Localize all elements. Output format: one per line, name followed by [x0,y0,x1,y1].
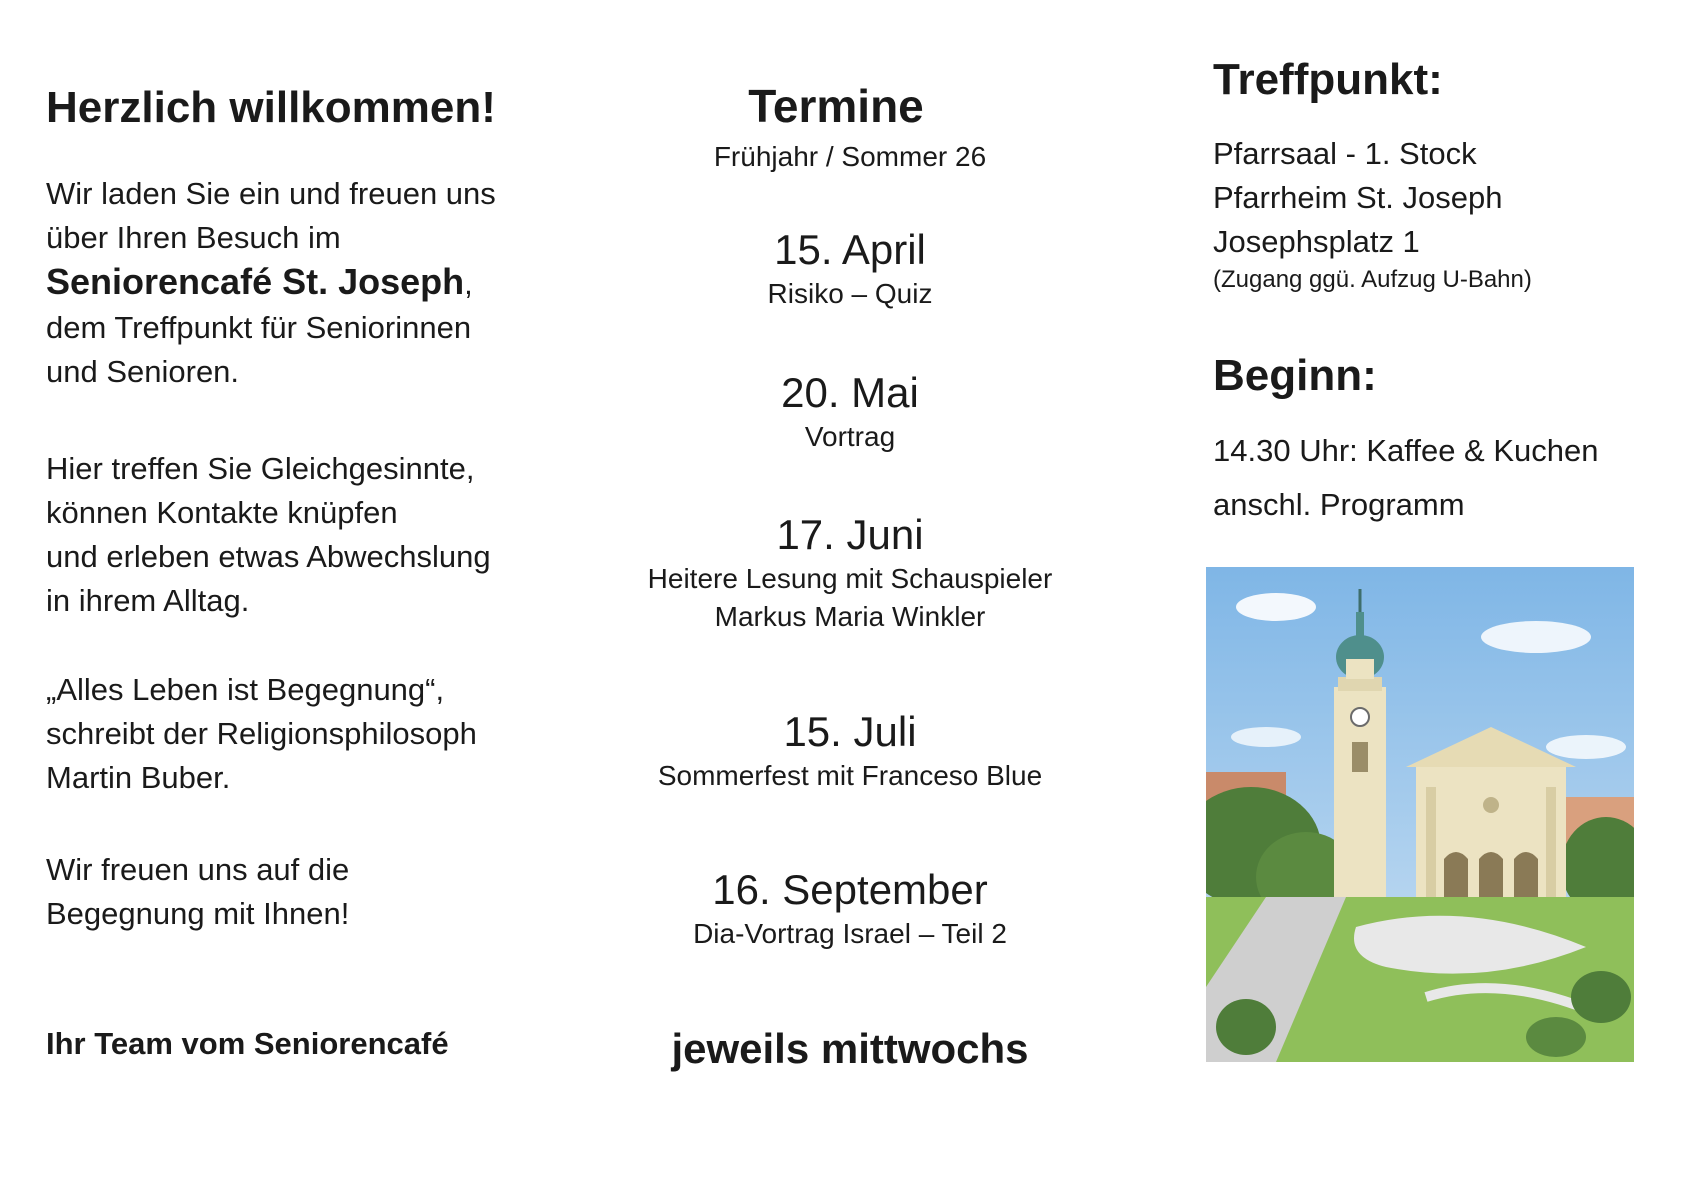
trees [1216,999,1276,1055]
weekday-note: jeweils mittwochs [671,1025,1029,1072]
event-description: Risiko – Quiz [767,278,933,309]
event-item [590,225,1110,313]
event-item [590,510,1110,636]
intro-line: Wir laden Sie ein und freuen uns [46,176,496,211]
arch-door [1479,852,1503,897]
arch-door [1514,852,1538,897]
church-photo [1206,567,1634,1062]
benefits-line: Hier treffen Sie Gleichgesinnte, [46,451,475,486]
intro-line: dem Treffpunkt für Seniorinnen [46,310,472,345]
event-date: 15. Juli [783,708,917,755]
event-description: Vortrag [804,421,896,452]
event-date: 16. September [712,866,988,913]
intro-line: über Ihren Besuch im [46,220,341,255]
start-time-heading: Beginn: [1213,351,1377,400]
benefits-line: in ihrem Alltag. [46,583,250,618]
intro-paragraph [46,172,586,394]
address-note: (Zugang ggü. Aufzug U-Bahn) [1213,266,1532,293]
pilaster [1426,787,1436,897]
tower-clock [1351,708,1369,726]
team-signature: Ihr Team vom Seniorencafé [46,1026,449,1061]
event-date: 15. April [774,226,926,273]
event-description: Heitere Lesung mit Schauspieler [647,563,1053,594]
closing-line: Wir freuen uns auf die [46,852,350,887]
cloud [1231,727,1301,747]
event-description: Sommerfest mit Franceso Blue [657,760,1043,791]
cafe-name-line [46,260,586,306]
benefits-line: und erleben etwas Abwechslung [46,539,491,574]
trees [1571,971,1631,1023]
program-line: anschl. Programm [1213,487,1465,522]
event-description: Dia-Vortrag Israel – Teil 2 [693,918,1007,949]
start-time-block [1213,424,1598,532]
tower-lantern [1356,612,1364,640]
tower-drum [1346,659,1374,679]
closing-line: Begegnung mit Ihnen! [46,896,350,931]
closing-paragraph [46,848,586,936]
benefits-line: können Kontakte knüpfen [46,495,398,530]
welcome-heading: Herzlich willkommen! [46,83,496,132]
address-line: Josephsplatz 1 [1213,224,1420,259]
cafe-name-comma: , [464,266,473,301]
quote-line: Martin Buber. [46,760,231,795]
event-description: Markus Maria Winkler [714,601,986,632]
church-illustration [1206,567,1634,1062]
trees [1526,1017,1586,1057]
benefits-paragraph [46,447,586,623]
cloud [1546,735,1626,759]
address-block [1213,132,1532,296]
event-item [590,865,1110,953]
start-time-line: 14.30 Uhr: Kaffee & Kuchen [1213,433,1599,468]
arch-door [1444,852,1468,897]
quote-line: „Alles Leben ist Begegnung“, [46,672,445,707]
tower-ledge [1338,677,1382,691]
intro-line: und Senioren. [46,354,240,389]
event-item [590,707,1110,795]
address-line: Pfarrheim St. Joseph [1213,180,1503,215]
pilaster [1546,787,1556,897]
schedule-title: Termine [748,80,924,132]
event-item [590,368,1110,456]
event-date: 20. Mai [781,369,919,416]
cloud [1481,621,1591,653]
cafe-name: Seniorencafé St. Joseph [46,261,465,302]
quote-paragraph [46,668,586,800]
meeting-point-heading: Treffpunkt: [1213,55,1443,104]
cloud [1236,593,1316,621]
tower-window [1352,742,1368,772]
schedule-season: Frühjahr / Sommer 26 [713,141,987,172]
quote-line: schreibt der Religionsphilosoph [46,716,477,751]
address-line: Pfarrsaal - 1. Stock [1213,136,1477,171]
event-date: 17. Juni [776,511,924,558]
facade-ornament [1483,797,1499,813]
